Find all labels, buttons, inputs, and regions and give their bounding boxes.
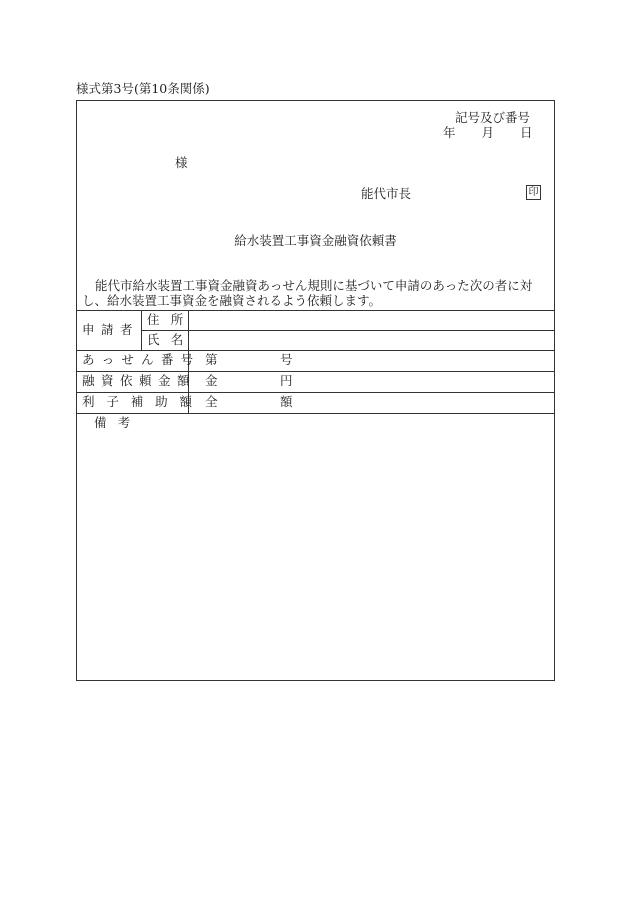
date-month: 月	[481, 125, 495, 140]
seal-mark: 印	[526, 185, 541, 200]
remarks-label: 備考	[94, 415, 142, 430]
document-title: 給水装置工事資金融資依頼書	[234, 233, 397, 248]
interest-subsidy-label: 利子補助額	[82, 394, 204, 409]
row-line-2	[77, 371, 554, 372]
loan-amount-prefix: 金	[205, 373, 218, 388]
address-label: 住所	[147, 312, 195, 327]
applicant-divider	[141, 310, 142, 350]
form-frame	[76, 100, 555, 681]
row-line-1	[77, 350, 554, 351]
row-line-3	[77, 392, 554, 393]
date-day: 日	[520, 125, 533, 140]
addressee-suffix: 様	[175, 155, 188, 170]
symbol-and-number-label: 記号及び番号	[455, 110, 531, 125]
applicant-mid-line	[141, 330, 554, 331]
applicant-label: 申請者	[82, 322, 140, 337]
interest-subsidy-suffix: 額	[280, 394, 293, 409]
form-number: 様式第3号(第10条関係)	[76, 81, 210, 96]
loan-amount-suffix: 円	[280, 373, 293, 388]
request-body-text: 能代市給水装置工事資金融資あっせん規則に基づいて申請のあった次の者に対し、給水装置工事資金を融資されるよう依頼します。	[82, 278, 533, 308]
interest-subsidy-prefix: 全	[205, 394, 218, 409]
mediation-number-prefix: 第	[205, 352, 218, 367]
row-line-4	[77, 413, 554, 414]
date-line	[443, 127, 533, 140]
mediation-number-suffix: 号	[280, 352, 293, 367]
name-label: 氏名	[147, 332, 195, 347]
sender-name: 能代市長	[361, 186, 412, 201]
loan-amount-label: 融資依頼金額	[82, 373, 197, 388]
table-top-line	[77, 310, 554, 311]
date-year: 年	[443, 125, 456, 140]
mediation-number-label: あっせん番号	[82, 352, 201, 367]
